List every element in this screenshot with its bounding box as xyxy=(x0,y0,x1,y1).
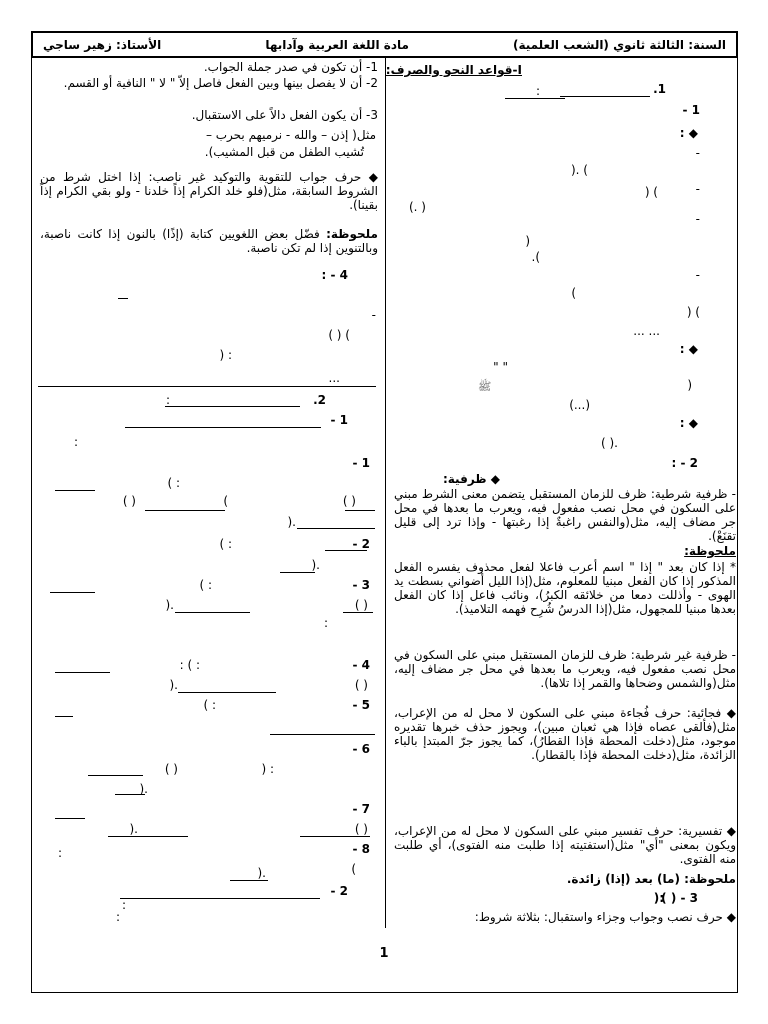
item-3-colon: :( xyxy=(653,891,664,905)
exercise-7-a: : xyxy=(57,846,62,860)
colon: : xyxy=(165,393,170,407)
blank-line xyxy=(55,716,73,717)
exercise-8-c: .( xyxy=(257,866,266,880)
harf-nasb-heading: ◆ حرف نصب وجواب وجزاء واستقبال: بثلاثة شروط: xyxy=(474,910,736,924)
blank-line xyxy=(120,898,320,899)
paren-text: : ( xyxy=(219,348,232,362)
item-1: 1. xyxy=(653,82,666,96)
diamond-item: ◆ : xyxy=(679,126,698,140)
blank-line xyxy=(343,612,373,613)
colon: : xyxy=(115,910,120,924)
paren-text: ( .) xyxy=(409,200,426,214)
dots-text: ... ... xyxy=(633,324,660,338)
exercise-1-b: ( ) xyxy=(342,494,356,508)
dash: - xyxy=(695,182,700,196)
exercise-2: 2 - xyxy=(352,537,370,551)
blank-line xyxy=(280,572,315,573)
exercise-3-a: : ) xyxy=(199,578,212,592)
diamond-item: ◆ : xyxy=(679,342,698,356)
exercise-7-b: .( xyxy=(129,822,138,836)
item-2: 2 - : xyxy=(671,456,698,470)
blank-line xyxy=(178,692,276,693)
paren-text: ) ( xyxy=(644,185,658,199)
item-4: 4 - : xyxy=(321,268,348,282)
exercise-1-d: ( ) xyxy=(122,494,136,508)
paren-text: ) xyxy=(571,286,576,300)
blank-line xyxy=(175,612,250,613)
blank-line xyxy=(115,794,145,795)
item-2-1: 1 - xyxy=(330,413,348,427)
blank-line xyxy=(325,550,367,551)
exercise-1: 1 - xyxy=(352,456,370,470)
colon: : xyxy=(73,435,78,449)
exercise-1-c: ) xyxy=(223,494,228,508)
exercise-3-d: : xyxy=(323,616,328,630)
blank-line xyxy=(55,490,95,491)
dash: - xyxy=(695,268,700,282)
blank-line xyxy=(108,836,188,837)
dash: - xyxy=(695,146,700,160)
exercise-4-a: : ) : xyxy=(179,658,200,672)
exercise-4-c: ( ) xyxy=(354,678,368,692)
paragraph-harf-jawab: ◆ حرف جواب للتقوية والتوكيد غير ناصب: إذا اختل شرط من الشروط السابقة، مثل(فلو خلد الكرام إذاً خلدنا - ولو بقي الكرام إذاً بقينا). xyxy=(40,170,378,212)
blank-line xyxy=(560,96,650,97)
dash: - xyxy=(371,308,376,322)
item-1-1: 1 - xyxy=(682,103,700,117)
paragraph-note-idha: * إذا كان بعد " إذا " اسم أعرب فاعلا لفعل محذوف يفسره الفعل المذكور إذا كان الفعل مبنيا للمعلوم، مثل(إذا الليل أضواني بسطت يد الهوى - وأذللت دمعا من خلائقه الكبرُ)، ونائب فاعل إذا كان الفعل بعدها مبنيا للمجهول، مثل(إذا الدرسُ شُرِح فهمه التلاميذ). xyxy=(394,560,736,616)
condition-3: 3- أن يكون الفعل دالاً على الاستقبال. xyxy=(191,108,378,122)
exercise-8-b: ) xyxy=(351,862,356,876)
blank-line xyxy=(297,528,375,529)
divider-line xyxy=(38,386,376,387)
blank-line xyxy=(230,880,268,881)
exercise-3-c: ( ) xyxy=(354,598,368,612)
condition-2: 2- أن لا يفصل بينها وبين الفعل فاصل إلاّ " لا " النافية أو القسم. xyxy=(63,76,378,90)
blank-line xyxy=(125,427,321,428)
blank-line xyxy=(118,298,128,299)
exercise-3: 3 - xyxy=(352,578,370,592)
note-title: ملحوظة: xyxy=(684,544,736,558)
example-line-1: مثل( إذن – والله - نرميهم بحرب – xyxy=(205,128,376,142)
paragraph-ghayr-shartiya: - ظرفية غير شرطية: ظرف للزمان المستقبل مبني على السكون في محل نصب مفعول فيه، ويعرب ما بعدها في محل جر مضاف إليه، مثل(والشمس وضحاها والقمر إذا تلاها). xyxy=(394,648,736,690)
exercise-8: 8 - xyxy=(352,842,370,856)
exercise-2-b: .( xyxy=(311,558,320,572)
paren-text: ) ( xyxy=(686,305,700,319)
condition-1: 1- أن تكون في صدر جملة الجواب. xyxy=(203,60,378,74)
paren-text: ( xyxy=(525,234,530,248)
exercise-6-b: ( ) xyxy=(164,762,178,776)
exercise-1-a: : ) xyxy=(167,476,180,490)
zarfiya-heading: ◆ ظرفية: xyxy=(442,472,500,486)
exercise-5-a: : ) xyxy=(203,698,216,712)
exercise-5: 5 - xyxy=(352,698,370,712)
header-year: السنة: الثالثة ثانوي (الشعب العلمية) xyxy=(512,37,726,52)
item-2-left: 2. xyxy=(313,393,326,407)
blank-line xyxy=(55,818,85,819)
note-ma: ملحوظة: (ما) بعد (إذا) زائدة. xyxy=(566,872,736,886)
blank-line xyxy=(55,672,110,673)
exercise-1-e: .( xyxy=(287,515,296,529)
paren-text: ( xyxy=(687,378,692,392)
exercise-6: 6 - xyxy=(352,742,370,756)
quote-text: " " xyxy=(493,360,508,374)
blank-line xyxy=(165,406,300,407)
exercise-6-a: : ( xyxy=(261,762,274,776)
seal-icon: ﷺ xyxy=(478,380,492,393)
paragraph-tafsiriya: ◆ تفسيرية: حرف تفسير مبني على السكون لا محل له من الإعراب، ويكون بمعنى "أي" مثل(استفتيته إذا طلبت منه الفتوى)، أي طلبت منه الفتوى. xyxy=(394,824,736,866)
item-2-2: 2 - xyxy=(330,884,348,898)
blank-line xyxy=(345,510,375,511)
blank-line xyxy=(270,734,375,735)
exercise-6-c: .( xyxy=(139,782,148,796)
exercise-7-c: ( ) xyxy=(354,822,368,836)
dots-text: ... xyxy=(328,371,340,385)
page-number: 1 xyxy=(379,946,389,961)
paren-text: ) .( xyxy=(571,163,588,177)
dash: - xyxy=(695,212,700,226)
column-divider xyxy=(385,58,386,928)
blank-line xyxy=(145,510,225,511)
example-line-2: تُشيب الطفل من قبل المشيب). xyxy=(204,145,364,159)
paren-text: ) ( ) xyxy=(328,328,350,342)
paren-text: .( ) xyxy=(601,436,618,450)
paren-text: ). xyxy=(531,250,540,264)
blank-line xyxy=(300,836,370,837)
blank-line xyxy=(50,592,95,593)
paren-text: (...) xyxy=(569,398,590,412)
header-teacher: الأستاذ: زهير ساجي xyxy=(43,37,162,52)
blank-line xyxy=(505,98,565,99)
diamond-item: ◆ : xyxy=(679,416,698,430)
exercise-7: 7 - xyxy=(352,802,370,816)
colon: : xyxy=(535,84,540,98)
paragraph-fujaiya: ◆ فجائية: حرف فُجاءة مبني على السكون لا محل له من الإعراب، مثل(فألقى عصاه فإذا هي ثعبان مبين)، ويجوز حذف خبرها تقديره موجود، مثل(دخلت المحطة فإذا القطارُ)، كما يجوز جرّ المبتدإ بالباء الزائدة، مثل(دخلت المحطة فإذا بالقطار). xyxy=(394,706,736,762)
exercise-4: 4 - xyxy=(352,658,370,672)
header-subject: مادة اللغة العربية وآدابها xyxy=(265,37,409,52)
exercise-2-a: : ) xyxy=(219,537,232,551)
colon: : xyxy=(121,898,126,912)
section-title: I-قواعد النحو والصرف: xyxy=(385,63,522,77)
paragraph-zarfiya-shartiya: - ظرفية شرطية: ظرف للزمان المستقبل يتضمن معنى الشرط مبني على السكون في محل نصب مفعول فيه، ويعرب ما بعدها في محل جر مضاف إليه، مثل(والنفس راغبةٌ إذا رغبتها - وإذا ترد إلى قليل تقنَعْ). xyxy=(394,487,736,543)
note-idhan: ملحوظة: فضّل بعض اللغويين كتابة (إذًا) بالنون إذا كانت ناصبة، وبالتنوين إذا لم تكن ناصبة. xyxy=(40,227,378,255)
blank-line xyxy=(88,775,143,776)
exercise-4-b: .( xyxy=(169,678,178,692)
item-3: 3 - ( ) xyxy=(661,891,698,905)
header-bar xyxy=(31,31,738,58)
exercise-3-b: .( xyxy=(165,598,174,612)
